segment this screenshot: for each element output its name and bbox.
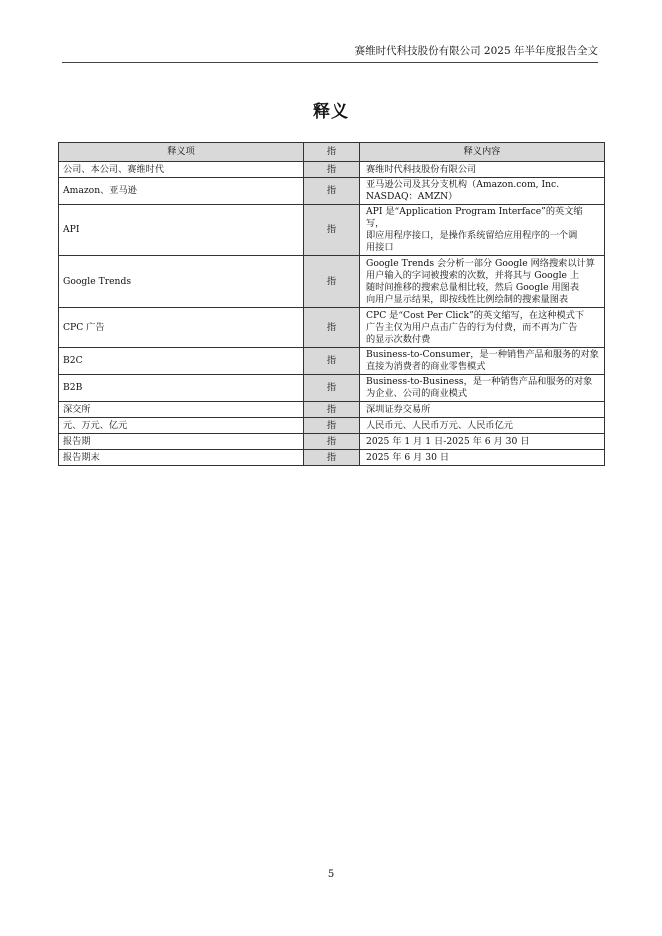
definition-cell <box>360 348 605 375</box>
definition-line: 赛维时代科技股份有限公司 <box>366 163 477 175</box>
table-row <box>59 162 605 178</box>
definition-line: 直接为消费者的商业零售模式 <box>366 361 486 372</box>
definition-line: 2025 年 6 月 30 日 <box>366 451 450 463</box>
ref-cell: 指 <box>304 256 360 308</box>
page-title: 释义 <box>313 102 349 122</box>
table-row <box>59 434 605 450</box>
definition-line: NASDAQ：AMZN） <box>366 191 458 202</box>
page-number: 5 <box>327 869 335 880</box>
ref-cell: 指 <box>304 308 360 348</box>
definition-cell <box>360 402 605 418</box>
ref-cell: 指 <box>304 162 360 178</box>
table-row <box>59 205 605 256</box>
definition-cell <box>360 308 605 348</box>
term-cell: 公司、本公司、赛维时代 <box>59 162 304 178</box>
definition-line: Google Trends 会分析一部分 Google 网络搜索以计算 <box>366 257 595 269</box>
term-cell: 元、万元、亿元 <box>59 418 304 434</box>
definition-line: Business-to-Consumer，是一种销售产品和服务的对象 <box>366 349 599 360</box>
header-ref: 指 <box>304 143 360 162</box>
ref-cell: 指 <box>304 178 360 205</box>
term-cell: API <box>59 205 304 256</box>
ref-cell: 指 <box>304 434 360 450</box>
definition-line: 广告主仅为用户点击广告的行为付费，而不再为广告 <box>366 321 578 333</box>
ref-cell: 指 <box>304 418 360 434</box>
header-text: 赛维时代科技股份有限公司 2025 年半年度报告全文 <box>354 45 598 57</box>
table-body <box>59 162 605 466</box>
term-cell: 报告期末 <box>59 450 304 466</box>
table-row <box>59 418 605 434</box>
term-cell: 报告期 <box>59 434 304 450</box>
table-row <box>59 348 605 375</box>
definition-line: 深圳证券交易所 <box>366 403 431 415</box>
table-row <box>59 256 605 308</box>
ref-cell: 指 <box>304 205 360 256</box>
header-term: 释义项 <box>59 143 304 162</box>
term-cell: Amazon、亚马逊 <box>59 178 304 205</box>
definition-cell <box>360 256 605 308</box>
table-row <box>59 308 605 348</box>
table-row <box>59 375 605 402</box>
definition-line: 用接口 <box>366 242 394 253</box>
definition-cell <box>360 178 605 205</box>
definition-line: CPC 是“Cost Per Click”的英文缩写，在这种模式下 <box>366 309 585 321</box>
term-cell: CPC 广告 <box>59 308 304 348</box>
definition-line: 的显示次数付费 <box>366 333 431 345</box>
ref-cell: 指 <box>304 402 360 418</box>
definition-cell <box>360 162 605 178</box>
page-header <box>62 44 598 63</box>
table-header-row <box>59 143 605 162</box>
definition-line: 2025 年 1 月 1 日-2025 年 6 月 30 日 <box>366 435 530 447</box>
definition-cell <box>360 375 605 402</box>
definition-cell <box>360 450 605 466</box>
definition-line: Business-to-Business，是一种销售产品和服务的对象 <box>366 376 593 387</box>
term-cell: B2B <box>59 375 304 402</box>
definition-line: 随时间推移的搜索总量相比较，然后 Google 用图表 <box>366 281 580 293</box>
definition-cell <box>360 434 605 450</box>
definition-line: 即应用程序接口，是操作系统留给应用程序的一个调 <box>366 230 578 241</box>
term-cell: Google Trends <box>59 256 304 308</box>
table-row <box>59 178 605 205</box>
ref-cell: 指 <box>304 450 360 466</box>
definition-line: 为企业、公司的商业模式 <box>366 388 468 399</box>
ref-cell: 指 <box>304 375 360 402</box>
header-content: 释义内容 <box>360 143 605 162</box>
term-cell: B2C <box>59 348 304 375</box>
definition-line: 人民币元、人民币万元、人民币亿元 <box>366 419 513 431</box>
table-row <box>59 450 605 466</box>
definition-line: 向用户显示结果，即按线性比例绘制的搜索量图表 <box>366 293 569 305</box>
definition-line: 用户输入的字词被搜索的次数，并将其与 Google 上 <box>366 269 580 281</box>
table-row <box>59 402 605 418</box>
term-cell: 深交所 <box>59 402 304 418</box>
definitions-table <box>58 142 605 466</box>
definition-line: API 是“Application Program Interface”的英文缩写， <box>366 206 583 229</box>
definition-cell <box>360 205 605 256</box>
definition-line: 亚马逊公司及其分支机构（Amazon.com, Inc. <box>366 179 560 190</box>
definition-cell <box>360 418 605 434</box>
ref-cell: 指 <box>304 348 360 375</box>
